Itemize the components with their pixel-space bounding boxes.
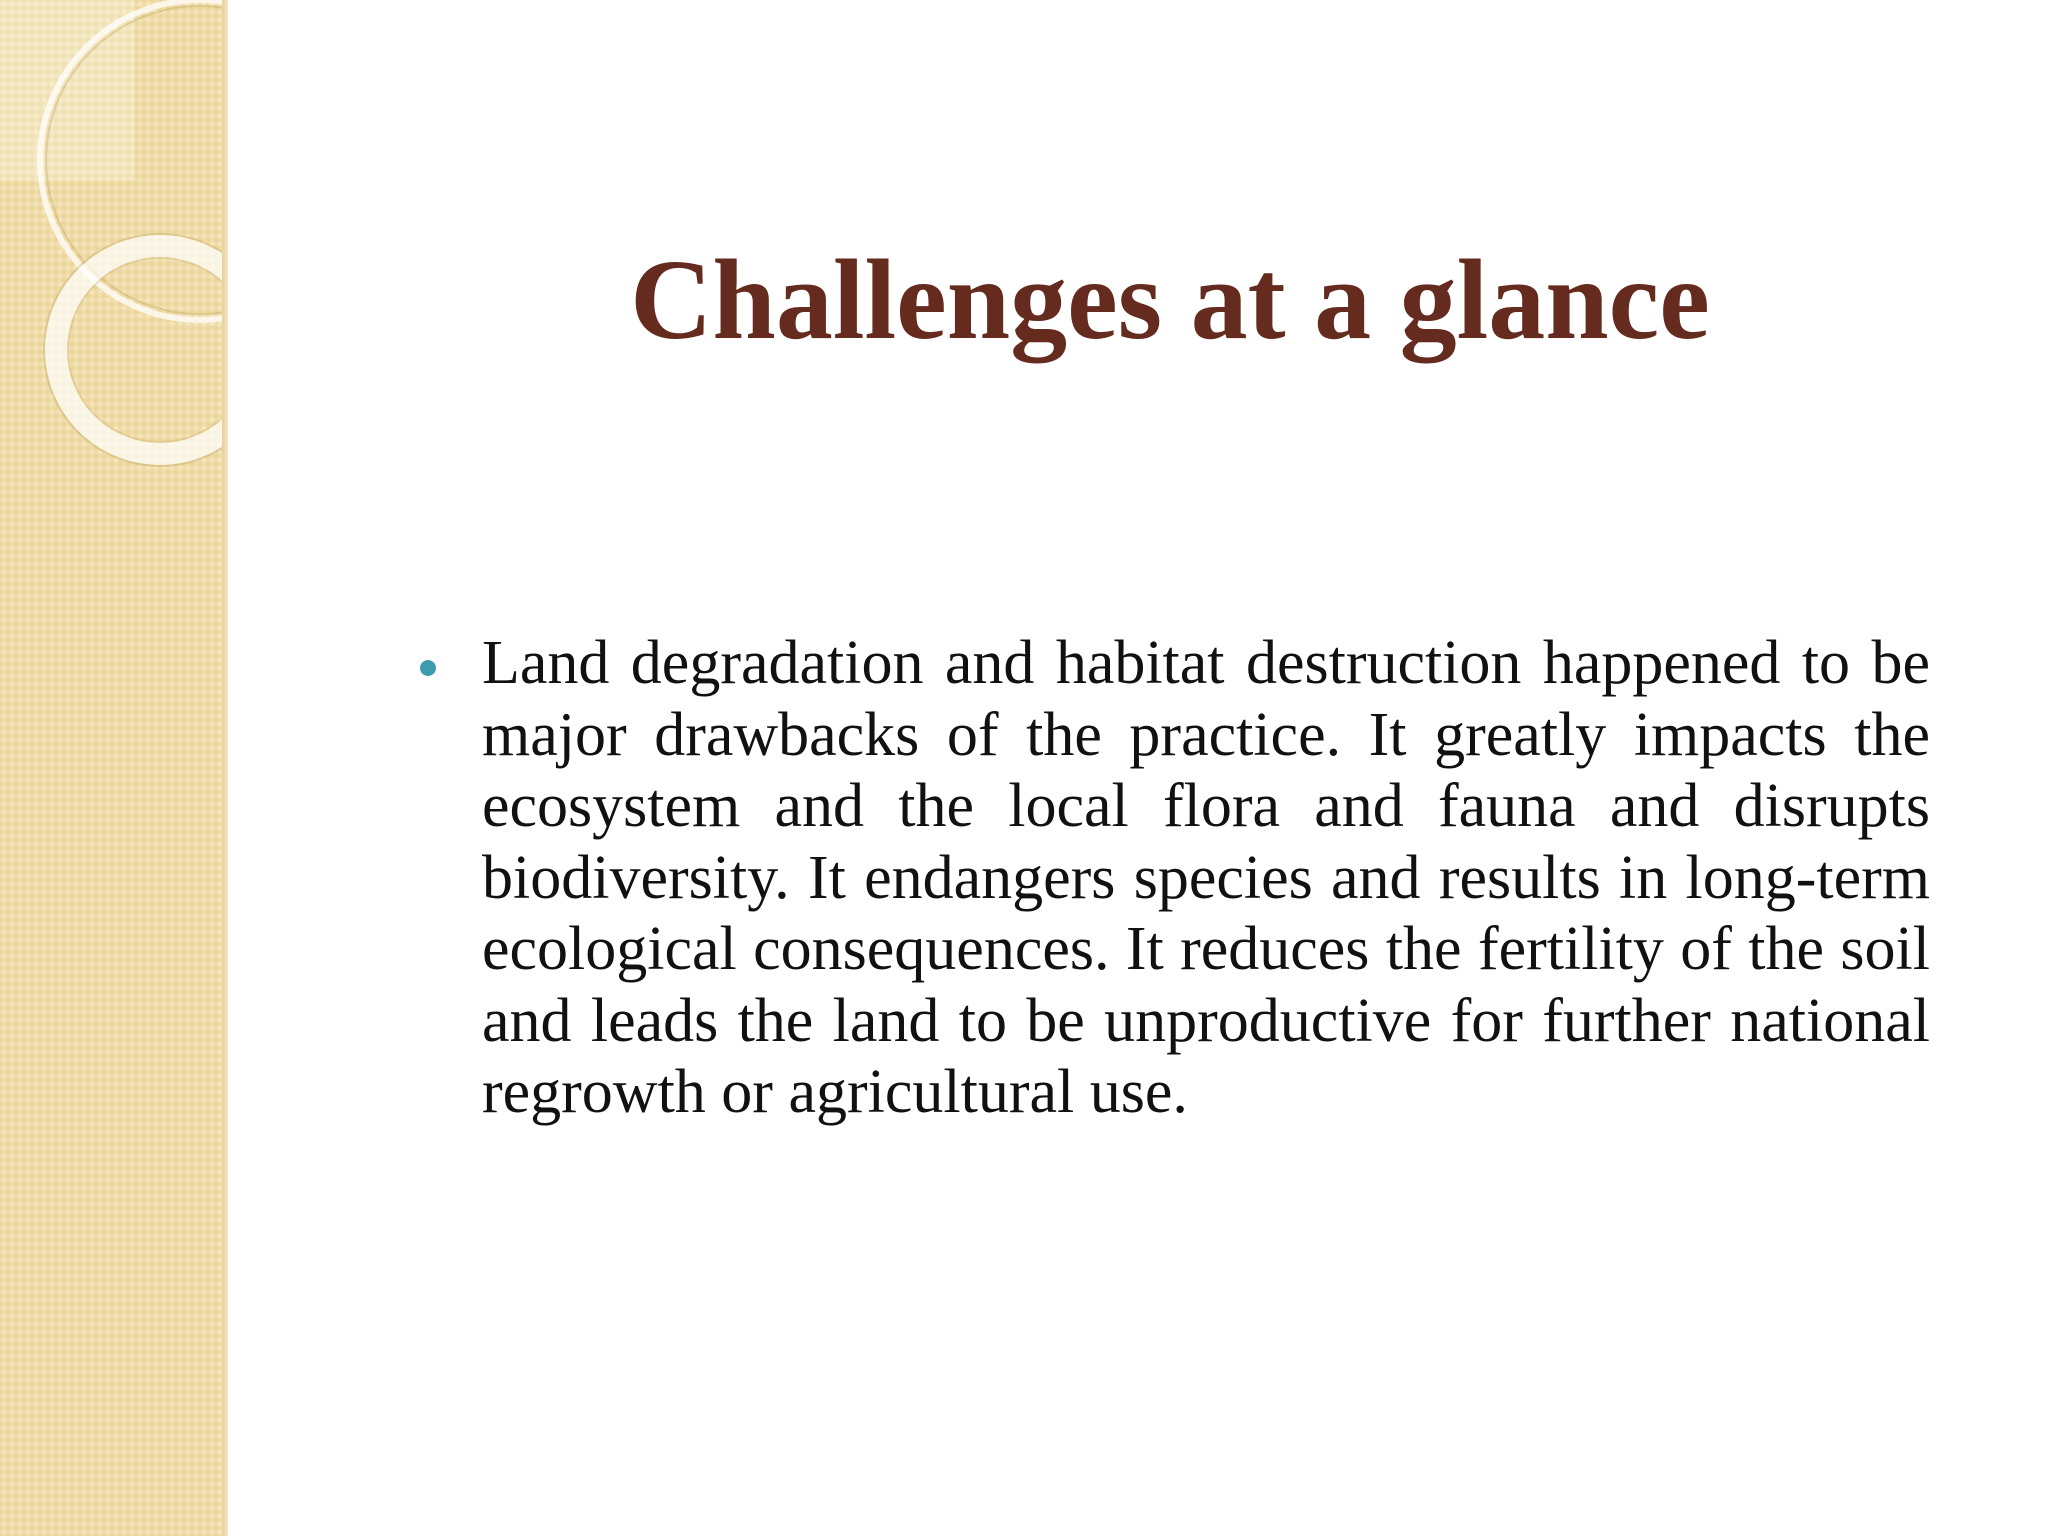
decorative-side-panel: [0, 0, 228, 1536]
slide-content: [410, 628, 1930, 1129]
bullet-dot-icon: [420, 660, 436, 676]
bullet-item: [410, 628, 1930, 1129]
decorative-rings: [0, 0, 228, 520]
side-panel-edge: [222, 0, 228, 1536]
slide-title: Challenges at a glance: [630, 236, 1710, 363]
bullet-text: Land degradation and habitat destruction happened to be major drawbacks of the practice. It greatly impacts the ecosystem and the local flora and fauna and disrupts biodiversity. It endangers species and results in long-term ecological consequences. It reduces the fertility of the soil and leads the land to be unproductive for further national regrowth or agricultural use.: [482, 629, 1930, 1126]
